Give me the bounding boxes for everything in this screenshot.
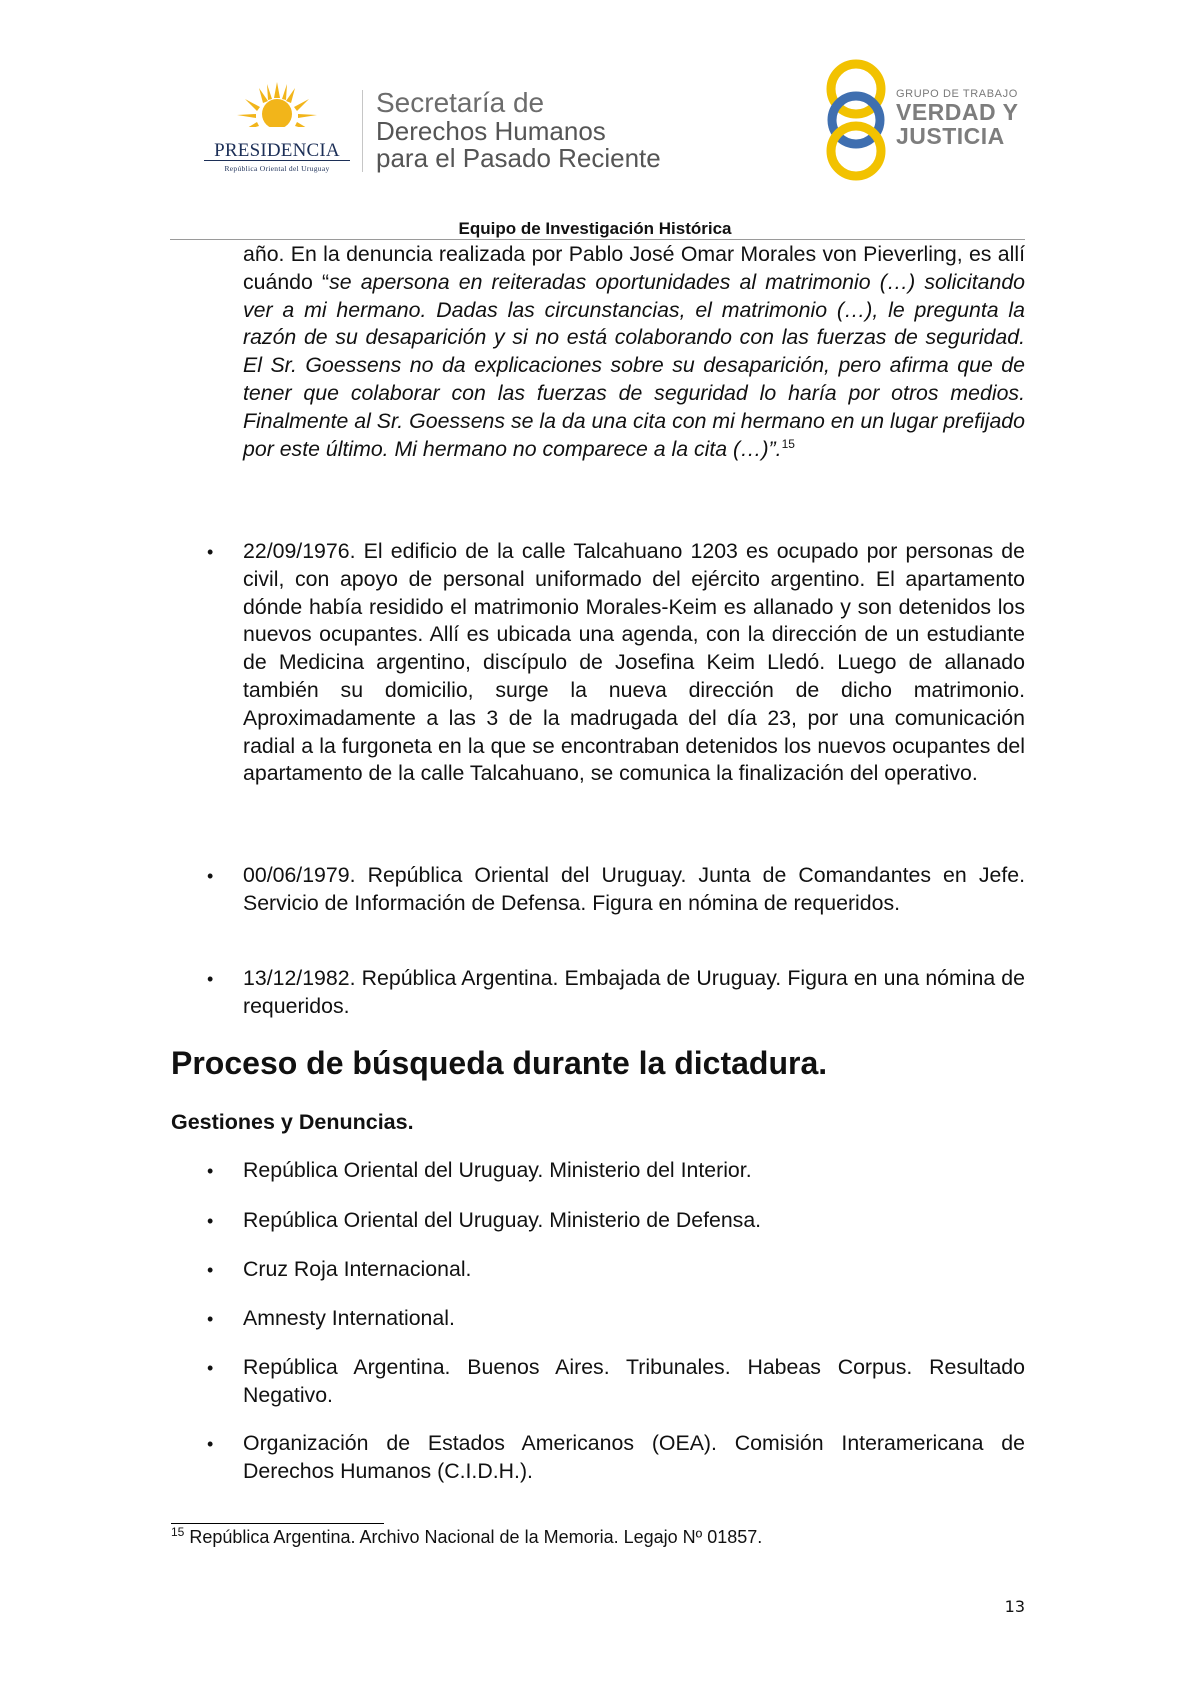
vyj-group-label: GRUPO DE TRABAJO bbox=[896, 88, 1018, 100]
list-item: Organización de Estados Americanos (OEA). Comisión Interamericana de Derechos Humanos (C.I.D.H.). bbox=[243, 1431, 1025, 1483]
bullet-icon: • bbox=[207, 1211, 214, 1231]
bullet-icon: • bbox=[207, 1434, 214, 1454]
list-item: Amnesty International. bbox=[243, 1306, 455, 1330]
list-item: República Oriental del Uruguay. Ministerio del Interior. bbox=[243, 1158, 752, 1182]
bullet-icon: • bbox=[207, 1309, 214, 1329]
team-title: Equipo de Investigación Histórica bbox=[458, 219, 732, 238]
list-item: Cruz Roja Internacional. bbox=[243, 1257, 472, 1281]
secretaria-line-1: Secretaría de bbox=[376, 87, 545, 118]
list-item: 00/06/1979. República Oriental del Uruguay. Junta de Comandantes en Jefe. Servicio de Información de Defensa. Figura en nómina de requeridos. bbox=[243, 863, 1025, 915]
continuation-text: año. En la denuncia realizada por Pablo José Omar Morales von Pieverling, es allí cuándo “ bbox=[243, 242, 1025, 294]
verdad-justicia-logo-text bbox=[896, 88, 1018, 148]
footnote-rule bbox=[171, 1523, 384, 1524]
presidencia-logo bbox=[196, 80, 358, 180]
vyj-line-1: VERDAD Y bbox=[896, 99, 1019, 125]
section-title: Proceso de búsqueda durante la dictadura. bbox=[171, 1045, 828, 1081]
bullet-icon: • bbox=[207, 1358, 214, 1378]
secretaria-line-3: para el Pasado Reciente bbox=[376, 143, 661, 173]
secretaria-logo-text bbox=[376, 88, 661, 172]
subsection-title: Gestiones y Denuncias. bbox=[171, 1110, 414, 1134]
presidencia-subtitle: República Oriental del Uruguay bbox=[224, 164, 330, 173]
footnote-number: 15 bbox=[171, 1525, 185, 1539]
list-item: 13/12/1982. República Argentina. Embajada de Uruguay. Figura en una nómina de requeridos. bbox=[243, 966, 1025, 1018]
header-rule bbox=[170, 239, 1025, 240]
logo-divider bbox=[362, 90, 363, 172]
continuation-quote: se apersona en reiteradas oportunidades al matrimonio (…) solicitando ver a mi hermano. Dadas las circunstancias, el matrimonio (…), le pregunta la razón de su desaparición y si no está colaborando con las fuerzas de seguridad. El Sr. Goessens no da explicaciones sobre su desaparición, pero afirma que de tener que colaborar con las fuerzas de seguridad lo haría por otros medios. Finalmente al Sr. Goessens se la da una cita con mi hermano en un lugar prefijado por este último. Mi hermano no comparece a la cita (…)”. bbox=[243, 269, 1026, 461]
bullet-icon: • bbox=[207, 542, 214, 562]
vyj-line-2: JUSTICIA bbox=[896, 123, 1005, 149]
presidencia-name: PRESIDENCIA bbox=[214, 140, 340, 161]
list-item: República Argentina. Buenos Aires. Tribunales. Habeas Corpus. Resultado Negativo. bbox=[243, 1355, 1025, 1407]
verdad-justicia-rings-icon bbox=[820, 56, 892, 182]
list-item: 22/09/1976. El edificio de la calle Talcahuano 1203 es ocupado por personas de civil, con apoyo de personal uniformado del ejército argentino. El apartamento dónde había residido el matrimonio Morales-Keim es allanado y son detenidos los nuevos ocupantes. Allí es ubicada una agenda, con la dirección de un estudiante de Medicina argentino, discípulo de Josefina Keim Lledó. Luego de allanado también su domicilio, surge la nueva dirección de dicho matrimonio. Aproximadamente a las 3 de la madrugada del día 23, por una comunicación radial a la furgoneta en la que se encontraban detenidos los nuevos ocupantes del apartamento de la calle Talcahuano, se comunica la finalización del operativo. bbox=[243, 539, 1025, 786]
bullet-icon: • bbox=[207, 1260, 214, 1280]
list-item: República Oriental del Uruguay. Ministerio de Defensa. bbox=[243, 1208, 762, 1232]
continuation-paragraph bbox=[243, 241, 1025, 463]
bullet-icon: • bbox=[207, 969, 214, 989]
secretaria-line-2: Derechos Humanos bbox=[376, 116, 606, 146]
footnote bbox=[171, 1527, 762, 1548]
footnote-text: República Argentina. Archivo Nacional de la Memoria. Legajo Nº 01857. bbox=[184, 1527, 763, 1547]
footnote-ref: 15 bbox=[781, 436, 795, 451]
bullet-icon: • bbox=[207, 866, 214, 886]
page-header bbox=[0, 0, 1190, 240]
sun-emblem-icon bbox=[232, 80, 322, 140]
page-number: 13 bbox=[1004, 1597, 1025, 1616]
bullet-icon: • bbox=[207, 1161, 214, 1181]
